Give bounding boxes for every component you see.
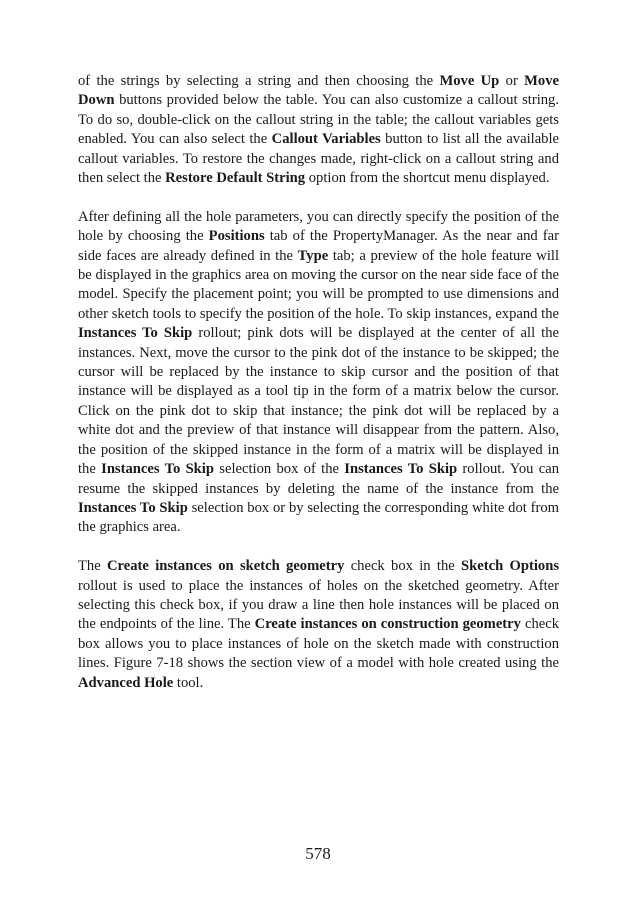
text-run: tool. [173,674,204,691]
text-run: tab of the PropertyManager. As the near and far side faces are already defined in the [78,228,559,264]
bold-term: Advanced Hole [78,674,174,691]
text-run: of the strings by selecting a string and then choosing the [78,73,440,89]
bold-term: Callout Variables [271,131,381,148]
paragraph-positions-tab [78,208,559,538]
text-run: rollout. You can resume the skipped instances by deleting the name of the instance from the [78,461,559,497]
bold-term: Instances To Skip [344,461,458,478]
text-run: tab; a preview of the hole feature will be displayed in the graphics area on moving the cursor on the near side face of the model. Specify the placement point; you will be prompted to use dimensions and other sketch tools to specify the position of the hole. To skip instances, expand the [78,247,559,322]
text-run: selection box of the [213,461,345,478]
bold-term: Restore Default String [165,170,306,187]
bold-term: Positions [208,228,265,245]
bold-term: Instances To Skip [78,325,193,342]
text-run: or [499,73,525,89]
bold-term: Move Down [78,73,559,109]
body-text [78,72,559,712]
bold-term: Create instances on construction geometry [254,616,521,633]
text-run: selection box or by selecting the corresponding white dot from the graphics area. [78,499,559,536]
text-run: The [78,558,108,575]
text-run: check box allows you to place instances of hole on the sketch made with construction lines. Figure 7-18 shows the section view of a model with hole created using the [78,616,559,672]
bold-term: Instances To Skip [101,461,214,478]
text-run: buttons provided below the table. You can also customize a callout string. To do so, double-click on the callout string in the table; the callout variables gets enabled. You can also select the [78,92,559,148]
bold-term: Type [297,247,329,264]
text-run: check box in the [344,558,462,575]
text-run: option from the shortcut menu displayed. [305,170,550,187]
bold-term: Create instances on sketch geometry [107,558,345,575]
text-run: After defining all the hole parameters, you can directly specify the position of the hole by choosing the [78,208,559,245]
bold-term: Move Up [439,73,500,89]
text-run: button to list all the available callout variables. To restore the changes made, right-click on a callout string and then select the [78,131,560,187]
paragraph-sketch-options [78,557,559,693]
bold-term: Instances To Skip [78,499,188,516]
text-run: rollout; pink dots will be displayed at the center of all the instances. Next, move the cursor to the pink dot of the instance to be skipped; the cursor will be replaced by the instance to skip cursor and the position of that instance will be displayed as a tool tip in the form of a matrix below the cursor. Click on the pink dot to skip that instance; the pink dot will be replaced by a white dot and the preview of that instance will disappear from the pattern. Also, the position of the skipped instance in the form of a matrix will be displayed in the [78,325,559,478]
paragraph-callout-strings [78,72,559,188]
bold-term: Sketch Options [461,558,559,575]
page-number: 578 [305,844,331,863]
text-run: rollout is used to place the instances of holes on the sketched geometry. After selecting this check box, if you draw a line then hole instances will be placed on the endpoints of the line. The [78,577,559,633]
